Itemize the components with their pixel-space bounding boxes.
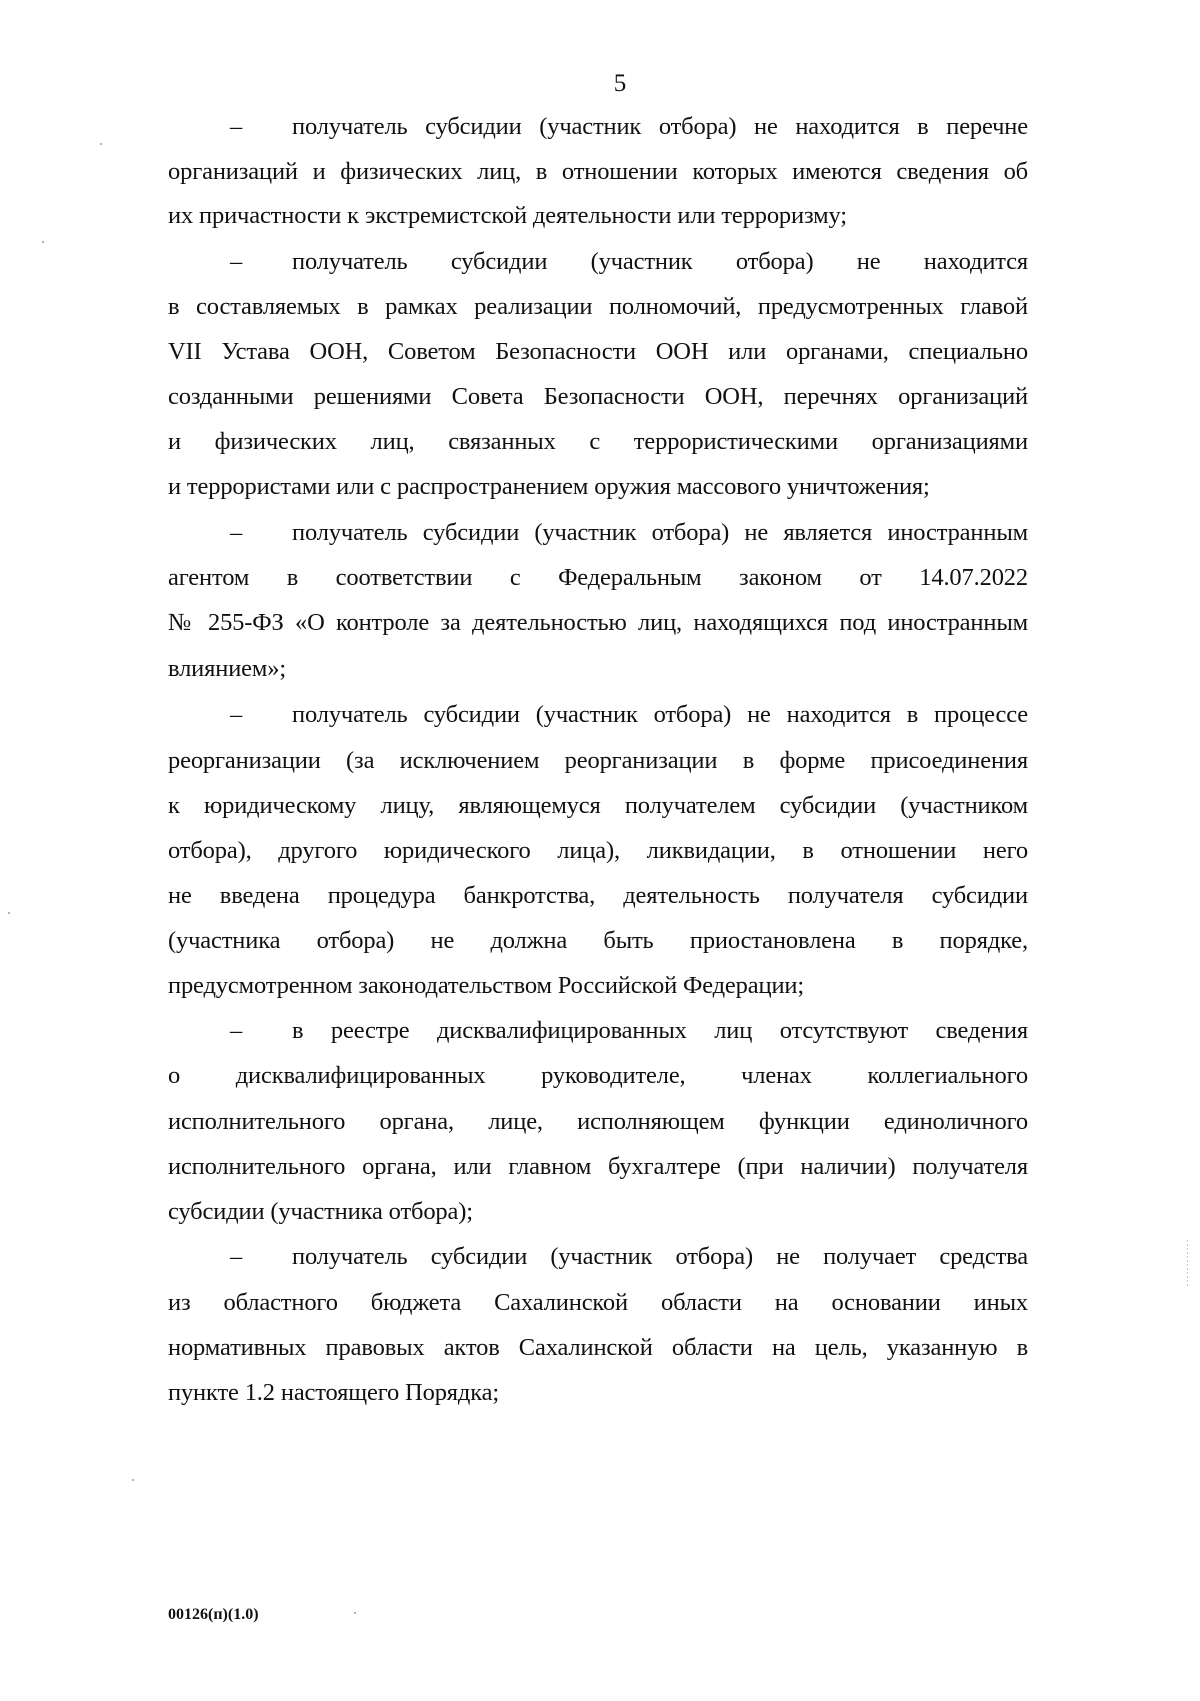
paragraph-5-line-5: субсидии (участника отбора); [168,1198,473,1225]
paragraph-5-line-2: о дисквалифицированных руководителе, членах коллегиального [168,1062,1028,1089]
paragraph-5-line-1: – в реестре дисквалифицированных лиц отсутствуют сведения [168,1016,1028,1046]
paragraph-1-line-2: организаций и физических лиц, в отношении которых имеются сведения об [168,158,1028,185]
paragraph-6-line-3: нормативных правовых актов Сахалинской области на цель, указанную в [168,1334,1028,1361]
paragraph-4-line-1: – получатель субсидии (участник отбора) не находится в процессе [168,700,1028,730]
scan-speck [354,1612,356,1614]
paragraph-2-line-3: VII Устава ООН, Советом Безопасности ООН или органами, специально [168,338,1028,365]
paragraph-1-line-1: – получатель субсидии (участник отбора) не находится в перечне [168,112,1028,142]
list-dash-marker: – [230,701,243,728]
paragraph-2-line-1: – получатель субсидии (участник отбора) не находится [168,247,1028,277]
paragraph-4-line-2: реорганизации (за исключением реорганизации в форме присоединения [168,747,1028,774]
scan-speck [42,241,44,243]
list-dash-marker: – [230,1243,243,1270]
scan-speck [132,1479,134,1481]
paragraph-4-line-6: (участника отбора) не должна быть приостановлена в порядке, [168,927,1028,954]
paragraph-4-line-4: отбора), другого юридического лица), ликвидации, в отношении него [168,837,1028,864]
paragraph-2-line-6: и террористами или с распространением оружия массового уничтожения; [168,473,930,500]
scan-edge-artifact [1187,1240,1188,1286]
list-dash-marker: – [230,519,243,546]
document-footer-code: 00126(п)(1.0) [168,1606,259,1623]
page-number: 5 [613,70,627,97]
paragraph-6-line-1: – получатель субсидии (участник отбора) не получает средства [168,1242,1028,1272]
paragraph-2-line-4: созданными решениями Совета Безопасности ООН, перечнях организаций [168,383,1028,410]
paragraph-5-line-4: исполнительного органа, или главном бухгалтере (при наличии) получателя [168,1153,1028,1180]
paragraph-3-line-2: агентом в соответствии с Федеральным законом от 14.07.2022 [168,564,1028,591]
list-dash-marker: – [230,1017,243,1044]
paragraph-1-line-3: их причастности к экстремистской деятельности или терроризму; [168,202,847,229]
paragraph-5-line-3: исполнительного органа, лице, исполняющем функции единоличного [168,1108,1028,1135]
paragraph-4-line-3: к юридическому лицу, являющемуся получателем субсидии (участником [168,792,1028,819]
paragraph-2-line-5: и физических лиц, связанных с террористическими организациями [168,428,1028,455]
paragraph-4-line-5: не введена процедура банкротства, деятельность получателя субсидии [168,882,1028,909]
paragraph-3-line-4: влиянием»; [168,655,287,682]
scan-speck [100,143,102,145]
scan-speck [8,912,10,914]
paragraph-6-line-4: пункте 1.2 настоящего Порядка; [168,1379,499,1406]
paragraph-6-line-2: из областного бюджета Сахалинской области на основании иных [168,1289,1028,1316]
list-dash-marker: – [230,113,243,140]
paragraph-4-line-7: предусмотренном законодательством Российской Федерации; [168,972,805,999]
list-dash-marker: – [230,248,243,275]
paragraph-3-line-3: № 255-ФЗ «О контроле за деятельностью лиц, находящихся под иностранным [168,609,1028,636]
paragraph-3-line-1: – получатель субсидии (участник отбора) не является иностранным [168,518,1028,548]
paragraph-2-line-2: в составляемых в рамках реализации полномочий, предусмотренных главой [168,293,1028,320]
